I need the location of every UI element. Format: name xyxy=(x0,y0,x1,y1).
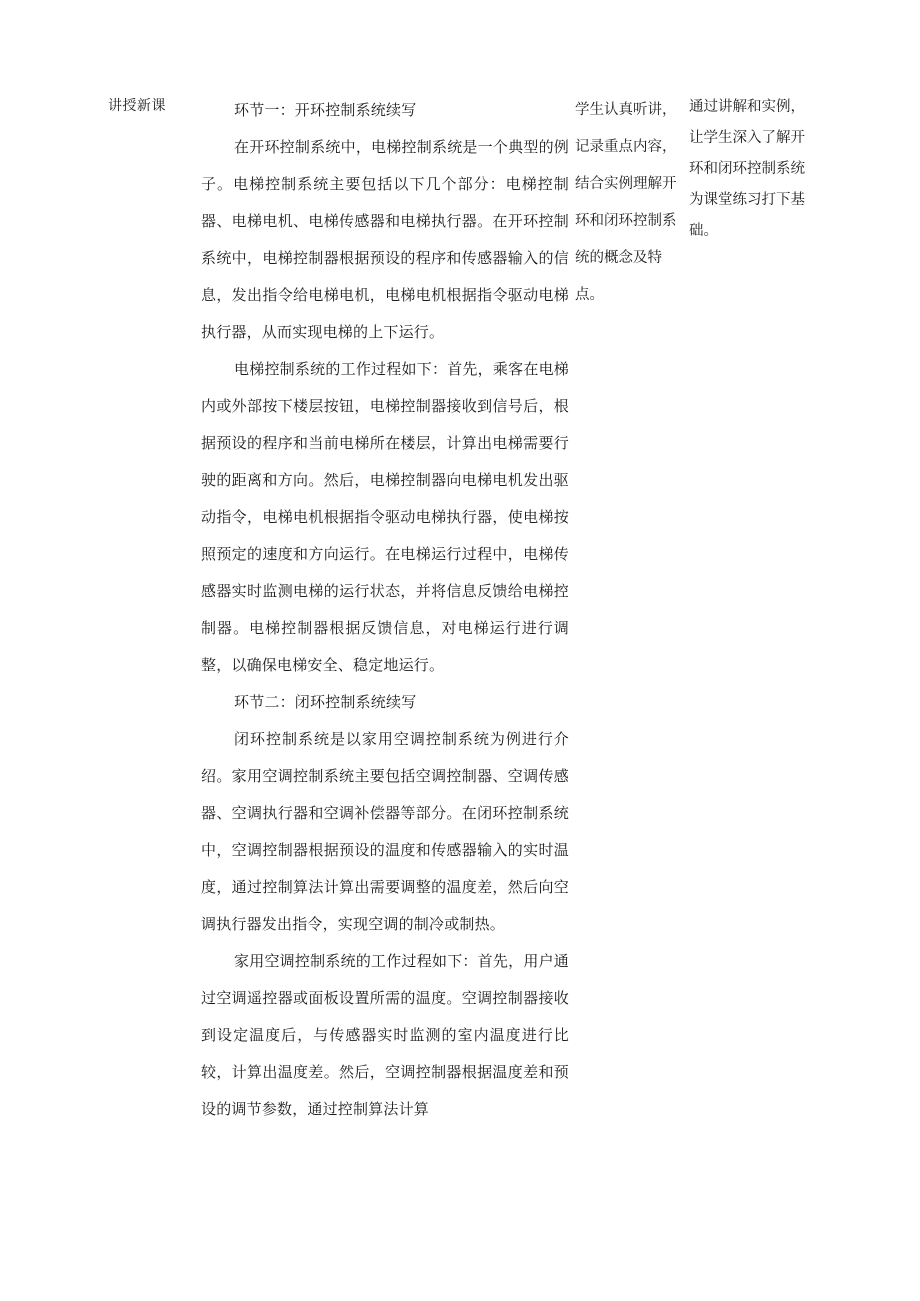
closed-loop-intro-paragraph: 闭环控制系统是以家用空调控制系统为例进行介绍。家用空调控制系统主要包括空调控制器、空调传感器、空调执行器和空调补偿器等部分。在闭环控制系统中，空调控制器根据预设的温度和传感器输入的实时温度，通过控制算法计算出需要调整的温度差，然后向空调执行器发出指令，实现空调的制冷或制热。 xyxy=(201,730,569,933)
elevator-process-paragraph: 电梯控制系统的工作过程如下：首先，乘客在电梯内或外部按下楼层按钮，电梯控制器接收到信号后，根据预设的程序和当前电梯所在楼层，计算出电梯需要行驶的距离和方向。然后，电梯控制器向电梯电机发出驱动指令，电梯电机根据指令驱动电梯执行器，使电梯按照预定的速度和方向运行。在电梯运行过程中，电梯传感器实时监测电梯的运行状态，并将信息反馈给电梯控制器。电梯控制器根据反馈信息，对电梯运行进行调整，以确保电梯安全、稳定地运行。 xyxy=(201,360,569,674)
design-purpose-text: 通过讲解和实例，让学生深入了解开环和闭环控制系统为课堂练习打下基础。 xyxy=(689,99,805,239)
air-conditioner-process-paragraph: 家用空调控制系统的工作过程如下：首先，用户通过空调遥控器或面板设置所需的温度。空调控制器接收到设定温度后，与传感器实时监测的室内温度进行比较，计算出温度差。然后，空调控制器根据温度差和预设的调节参数，通过控制算法计算 xyxy=(201,952,569,1118)
step-one-heading: 环节一：开环控制系统续写 xyxy=(234,101,417,119)
student-activity-column xyxy=(575,92,681,314)
step-two-heading: 环节二：闭环控制系统续写 xyxy=(234,693,417,711)
section-label-column xyxy=(108,96,188,116)
student-activity-text: 学生认真听讲，记录重点内容，结合实例理解开环和闭环控制系统的概念及特点。 xyxy=(575,102,677,303)
open-loop-intro-paragraph: 在开环控制系统中，电梯控制系统是一个典型的例子。电梯控制系统主要包括以下几个部分：电梯控制器、电梯电机、电梯传感器和电梯执行器。在开环控制系统中，电梯控制器根据预设的程序和传感器输入的信息，发出指令给电梯电机，电梯电机根据指令驱动电梯执行器，从而实现电梯的上下运行。 xyxy=(201,138,569,341)
teaching-content-column xyxy=(201,92,569,1128)
design-purpose-column xyxy=(689,92,819,247)
section-label: 讲授新课 xyxy=(108,98,166,114)
